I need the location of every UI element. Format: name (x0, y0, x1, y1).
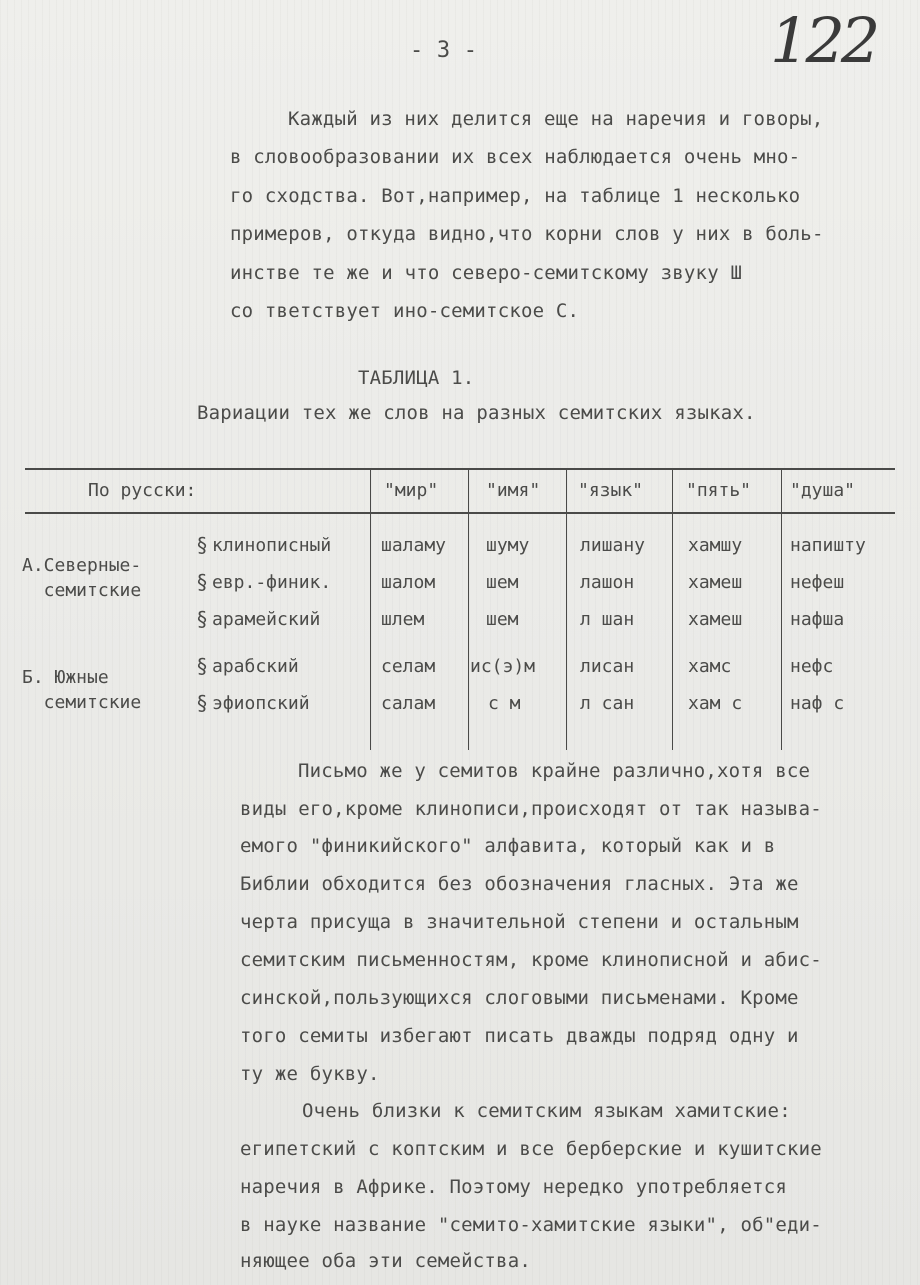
text-line: черта присуща в значительной степени и остальным (240, 911, 799, 933)
value-cell: шем (486, 609, 519, 630)
column-divider (370, 468, 371, 750)
lang-cell: евр.-финик. (212, 572, 332, 593)
page-number: - 3 - (410, 38, 478, 63)
lang-cell: арамейский (212, 609, 321, 630)
text-line: примеров, откуда видно,что корни слов у них в боль- (230, 223, 824, 245)
value-cell: нефеш (790, 572, 845, 593)
text-line: египетский с коптским и все берберские и кушитские (240, 1138, 822, 1160)
text-line: со тветствует ино-семитское С. (230, 300, 580, 322)
lang-cell: клинописный (212, 535, 332, 556)
table-header-rule (25, 512, 895, 514)
text-line: инстве те же и что северо-семитскому звуку Ш (230, 262, 743, 284)
value-cell: лашон (580, 572, 635, 593)
text-line: синской,пользующихся слоговыми письменами. Кроме (240, 987, 799, 1009)
lang-cell: эфиопский (212, 693, 310, 714)
value-cell: шуму (486, 535, 530, 556)
table-subtitle: Вариации тех же слов на разных семитских языках. (197, 402, 756, 424)
text-line: Библии обходится без обозначения гласных. Эта же (240, 873, 799, 895)
value-cell: ис(э)м (470, 656, 536, 677)
value-cell: лишану (580, 535, 646, 556)
value-cell: наф с (790, 693, 845, 714)
text-line: емого "финикийского" алфавита, который как и в (240, 835, 776, 857)
text-line: Очень близки к семитским языкам хамитские: (302, 1100, 791, 1122)
value-cell: нефс (790, 656, 834, 677)
header-col-dusha: "душа" (790, 480, 856, 501)
lang-cell: арабский (212, 656, 299, 677)
brace-glyph: § (196, 570, 209, 594)
group-label-south: Б. Южные семитские (22, 667, 142, 713)
value-cell: хамс (688, 656, 732, 677)
text-line: Письмо же у семитов крайне различно,хотя все (298, 760, 811, 782)
value-cell: шем (486, 572, 519, 593)
value-cell: шлем (381, 609, 425, 630)
text-line: ту же букву. (240, 1063, 380, 1085)
value-cell: нафша (790, 609, 845, 630)
value-cell: шалом (381, 572, 436, 593)
value-cell: напишту (790, 535, 866, 556)
text-line: го сходства. Вот,например, на таблице 1 несколько (230, 185, 801, 207)
text-line: в словообразовании их всех наблюдается очень мно- (230, 146, 801, 168)
value-cell: хамеш (688, 572, 743, 593)
brace-glyph: § (196, 533, 209, 557)
column-divider (781, 468, 782, 750)
value-cell: шаламу (381, 535, 447, 556)
text-line: в науке название "семито-хамитские языки", об"еди- (240, 1214, 822, 1236)
text-line: семитским письменностям, кроме клинописной и абис- (240, 949, 822, 971)
header-col-imya: "имя" (486, 480, 541, 501)
brace-glyph: § (196, 654, 209, 678)
text-line: наречия в Африке. Поэтому нередко употребляется (240, 1176, 788, 1198)
group-label-north: А.Северные- семитские (22, 555, 142, 601)
value-cell: лисан (580, 656, 635, 677)
value-cell: с м (488, 693, 521, 714)
value-cell: хам с (688, 693, 743, 714)
header-col-yazyk: "язык" (578, 480, 644, 501)
header-lang-col: По русски: (88, 480, 197, 501)
text-line: Каждый из них делится еще на наречия и говоры, (288, 108, 824, 130)
table-top-rule (25, 468, 895, 470)
text-line: того семиты избегают писать дважды подряд одну и (240, 1025, 799, 1047)
table-title: ТАБЛИЦА 1. (358, 367, 475, 389)
column-divider (468, 468, 469, 750)
value-cell: хамшу (688, 535, 743, 556)
column-divider (672, 468, 673, 750)
value-cell: салам (381, 693, 436, 714)
header-col-mir: "мир" (384, 480, 439, 501)
value-cell: л шан (580, 609, 635, 630)
value-cell: селам (381, 656, 436, 677)
column-divider (566, 468, 567, 750)
brace-glyph: § (196, 607, 209, 631)
value-cell: л сан (580, 693, 635, 714)
archive-folio-number: 122 (770, 4, 877, 77)
brace-glyph: § (196, 691, 209, 715)
header-col-pyat: "пять" (686, 480, 752, 501)
text-line: няющее оба эти семейства. (240, 1250, 531, 1272)
text-line: виды его,кроме клинописи,происходят от так называ- (240, 798, 822, 820)
value-cell: хамеш (688, 609, 743, 630)
